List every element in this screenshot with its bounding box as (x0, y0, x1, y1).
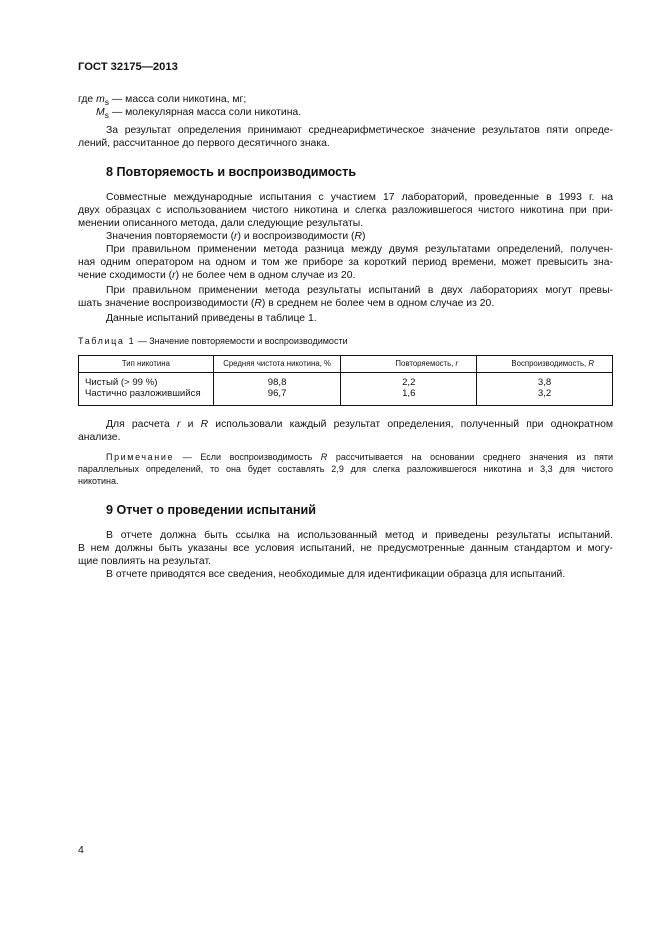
s9-p1-line1: В отчете должна быть ссылка на использованный метод и приведены результаты испытаний. (106, 530, 613, 541)
s8-p3-line3: чение сходимости (r) не более чем в одном случае из 20. (78, 270, 356, 281)
s9-p2: В отчете приводятся все сведения, необходимые для идентификации образца для испытаний. (106, 569, 566, 580)
table-cell-repeatability: 2,2 1,6 (341, 373, 477, 406)
s8-p1-line2: двух образцах с использованием чистого никотина и слегка разложившегося чистого никотина при при- (78, 205, 613, 216)
after-table-line1: Для расчета r и R использовали каждый результат определения, полученный при однократном (106, 419, 614, 430)
s8-p4-line2: шать значение воспроизводимости (R) в среднем не более чем в одном случае из 20. (78, 298, 495, 309)
table-cell-reproducibility: 3,8 3,2 (477, 373, 613, 406)
table-header-cell: Воспроизводимость, R (477, 356, 613, 373)
s8-p3-line1: При правильном применении метода разница между двумя результатами определений, получен- (106, 244, 613, 255)
s8-p5: Данные испытаний приведены в таблице 1. (106, 313, 317, 324)
page-number: 4 (78, 845, 84, 856)
document-id: ГОСТ 32175—2013 (78, 61, 178, 73)
formula-def-Ms: $M_s$ — молекулярная масса соли никотина. (96, 107, 302, 121)
section-9-heading: 9 Отчет о проведении испытаний (106, 503, 317, 517)
table-cell-type: Чистый (> 99 %) Частично разложившийся (79, 373, 214, 406)
s8-p3-line2: ная одним оператором на одном и том же приборе за короткий период времени, может превысить зна- (78, 257, 613, 268)
result-para-line2: лений, рассчитанное до первого десятичного знака. (78, 138, 330, 149)
s8-p4-line1: При правильном применении метода результаты испытаний в двух лабораториях могут превы- (106, 285, 613, 296)
section-8-heading: 8 Повторяемость и воспроизводимость (106, 165, 357, 179)
s8-p1-line1: Совместные международные испытания с участием 17 лабораторий, проведенные в 1993 г. на (106, 192, 613, 203)
s8-p2: Значения повторяемости (r) и воспроизводимости (R) (106, 231, 366, 242)
note-line1: Примечание — Если воспроизводимость R рассчитывается на основании среднего значения из пяти (106, 452, 613, 462)
result-para-line1: За результат определения принимают среднеарифметическое значение результатов пяти опреде- (106, 125, 613, 136)
table-row (79, 373, 613, 406)
s9-p1-line3: щие повлиять на результат. (78, 556, 211, 567)
s9-p1-line2: В нем должны быть указаны все условия испытаний, не предусмотренные данным стандартом и могу- (78, 543, 613, 554)
table-header-cell: Тип никотина (79, 356, 214, 373)
s8-p1-line3: менении описанного метода, дали следующие результаты. (78, 218, 364, 229)
table-header-cell: Повторяемость, r (341, 356, 477, 373)
table-header-row (79, 356, 613, 373)
table-cell-purity: 98,8 96,7 (213, 373, 341, 406)
table-1 (78, 355, 613, 406)
after-table-line2: анализе. (78, 432, 121, 443)
note-line3: никотина. (78, 476, 119, 486)
note-line2: параллельных определений, то она будет составлять 2,9 для слегка разложившегося никотина и 3,3 для чистого (78, 464, 613, 474)
table-1-caption: Таблица 1 — Значение повторяемости и воспроизводимости (78, 336, 348, 346)
formula-def-ms: где $m_s$ — масса соли никотина, мг; (78, 94, 247, 108)
table-header-cell: Средняя чистота никотина, % (213, 356, 341, 373)
